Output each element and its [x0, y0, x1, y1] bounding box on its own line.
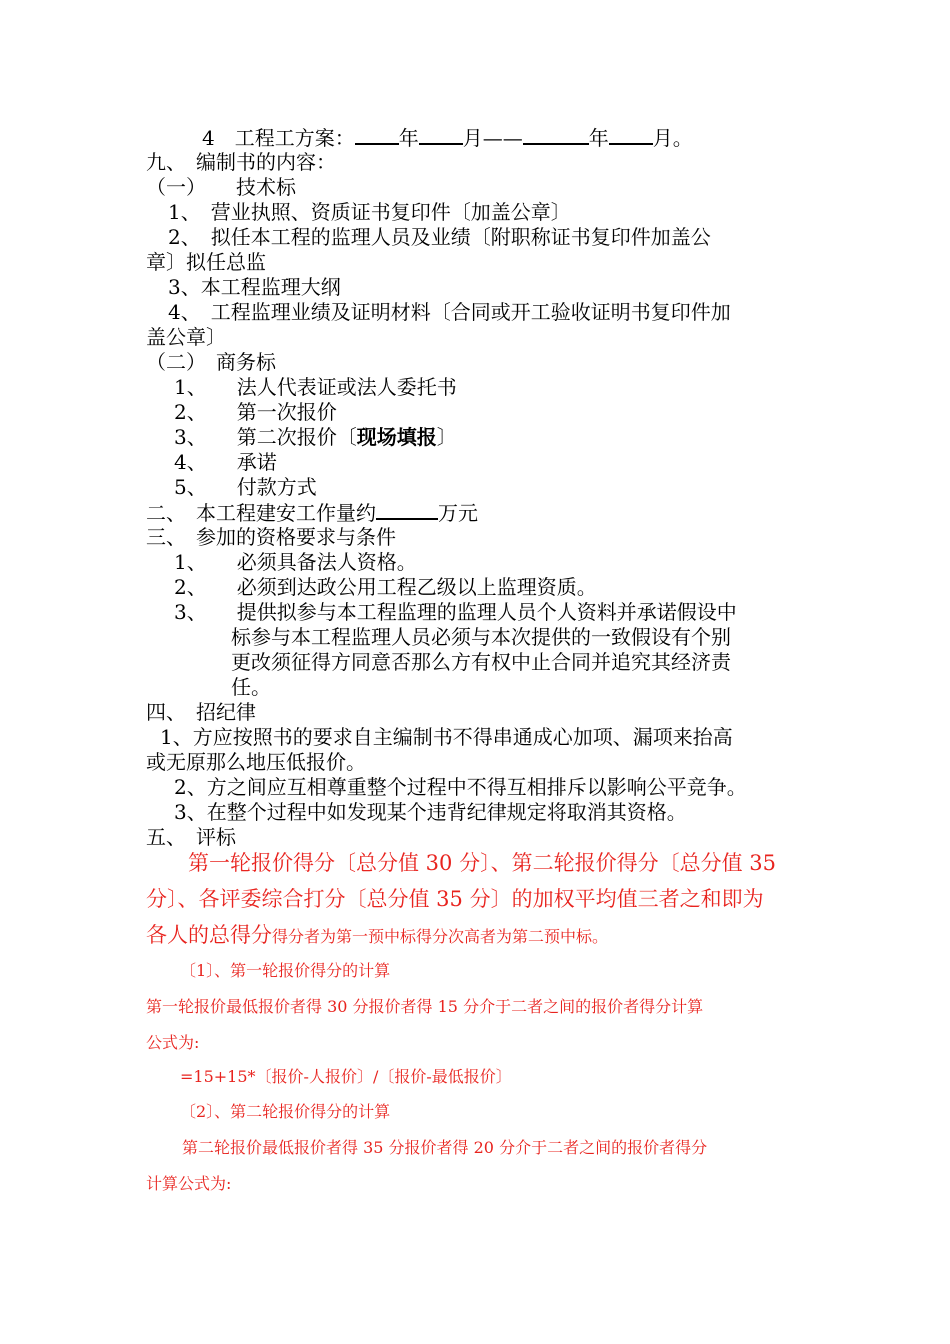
- list-item: 2、 第一次报价: [174, 400, 337, 424]
- schedule-line: [202, 125, 693, 151]
- section-heading: 二、 本工程建安工作量约 万元: [146, 501, 478, 525]
- blank-field: [609, 125, 653, 145]
- subsection-heading: （二） 商务标: [146, 350, 276, 374]
- year-label: 年: [588, 126, 609, 150]
- scoring-paragraph: 第一轮报价得分〔总分值 30 分〕、第二轮报价得分〔总分值 35: [188, 851, 776, 875]
- subsection-heading: （一） 技术标: [146, 175, 296, 199]
- list-item-continuation: 章〕拟任总监: [146, 250, 266, 274]
- list-item-continuation: 盖公章〕: [146, 325, 226, 349]
- blank-field: [376, 500, 438, 520]
- list-item-continuation: 任。: [231, 675, 271, 699]
- list-item-continuation: 标参与本工程监理人员必须与本次提供的一致假设有个别: [231, 625, 731, 649]
- list-item: 2、 必须到达政公用工程乙级以上监理资质。: [174, 575, 597, 599]
- list-item: 2、 拟任本工程的监理人员及业绩〔附职称证书复印件加盖公: [168, 225, 711, 249]
- paragraph-line: 或无原那么地压低报价。: [146, 750, 366, 774]
- section-heading: 五、 评标: [146, 825, 236, 849]
- list-item: 3、本工程监理大纲: [168, 275, 341, 299]
- scoring-paragraph: 第一轮报价最低报价者得 30 分报价者得 15 分介于二者之间的报价者得分计算: [146, 997, 704, 1016]
- scoring-paragraph: 公式为:: [146, 1033, 200, 1052]
- list-item: 3、 第二次报价〔现场填报〕: [174, 425, 457, 449]
- list-item: 3、 提供拟参与本工程监理的监理人员个人资料并承诺假设中: [174, 600, 737, 624]
- list-item: 4、 承诺: [174, 450, 277, 474]
- bold-text: 现场填报: [356, 425, 437, 449]
- section-heading: 九、 编制书的内容：: [146, 150, 336, 174]
- paragraph-line: 1、方应按照书的要求自主编制书不得串通成心加项、漏项来抬高: [160, 725, 733, 749]
- blank-field: [355, 125, 399, 145]
- scoring-subheading: 〔1〕、第一轮报价得分的计算: [180, 961, 391, 980]
- blank-field: [419, 125, 463, 145]
- month-label: 月。: [652, 126, 693, 150]
- list-item: 1、 法人代表证或法人委托书: [174, 375, 457, 399]
- scoring-subheading: 〔2〕、第二轮报价得分的计算: [180, 1102, 391, 1121]
- scoring-paragraph: 各人的总得分得分者为第一预中标得分次高者为第二预中标。: [146, 923, 609, 947]
- section-heading: 三、 参加的资格要求与条件: [146, 525, 396, 549]
- paragraph-line: 3、在整个过程中如发现某个违背纪律规定将取消其资格。: [174, 800, 687, 824]
- scoring-paragraph: 计算公式为:: [146, 1174, 232, 1193]
- list-item: 1、 营业执照、资质证书复印件〔加盖公章〕: [168, 200, 571, 224]
- list-item: 5、 付款方式: [174, 475, 317, 499]
- list-item: 1、 必须具备法人资格。: [174, 550, 417, 574]
- formula: =15+15*〔报价-人报价〕/〔报价-最低报价〕: [180, 1067, 512, 1086]
- scoring-paragraph: 第二轮报价最低报价者得 35 分报价者得 20 分介于二者之间的报价者得分: [182, 1138, 708, 1157]
- year-label: 年: [398, 126, 419, 150]
- blank-field: [523, 125, 589, 145]
- list-item: 4、 工程监理业绩及证明材料〔合同或开工验收证明书复印件加: [168, 300, 731, 324]
- paragraph-line: 2、方之间应互相尊重整个过程中不得互相排斥以影响公平竞争。: [174, 775, 747, 799]
- scoring-paragraph: 分〕、各评委综合打分〔总分值 35 分〕的加权平均值三者之和即为: [146, 887, 764, 911]
- schedule-label: 4 工程工方案：: [202, 126, 355, 150]
- month-label: 月——: [462, 126, 523, 150]
- section-heading: 四、 招纪律: [146, 700, 256, 724]
- list-item-continuation: 更改须征得方同意否那么方有权中止合同并追究其经济责: [231, 650, 731, 674]
